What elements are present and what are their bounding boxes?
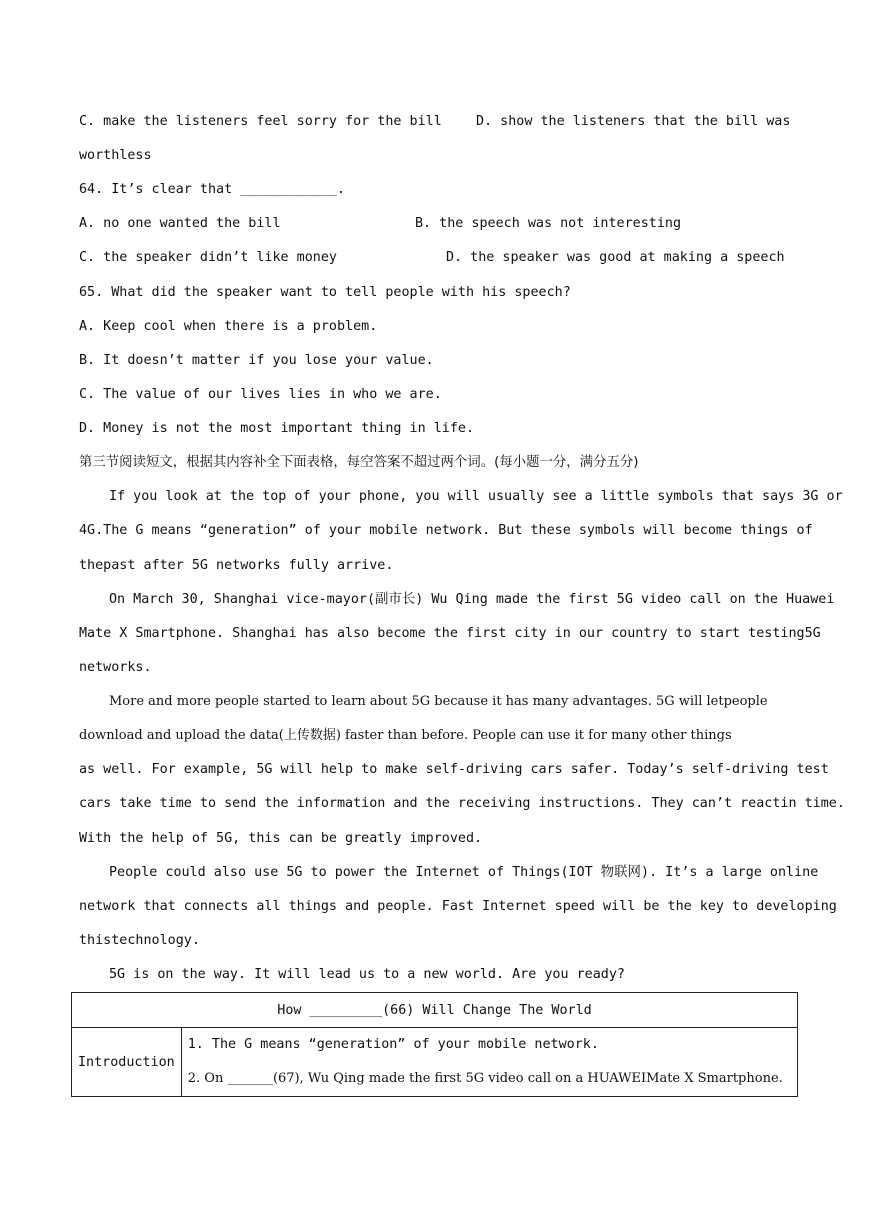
passage-p1-line3: thepast after 5G networks fully arrive. xyxy=(79,558,394,573)
passage-p1-line1: If you look at the top of your phone, you will usually see a little symbols that says 3G or xyxy=(109,489,843,504)
table-item-2: 2. On _______(67), Wu Qing made the first 5G video call on a HUAWEIMate X Smartphone. xyxy=(187,1071,783,1086)
q63-option-c: C. make the listeners feel sorry for the bill xyxy=(79,114,442,129)
table-row-content xyxy=(181,1028,797,1097)
q65-option-a: A. Keep cool when there is a problem. xyxy=(79,319,378,334)
q65-option-d: D. Money is not the most important thing in life. xyxy=(79,421,475,436)
passage-p4-line2: network that connects all things and people. Fast Internet speed will be the key to developing xyxy=(79,899,837,914)
table-title: How _________(66) Will Change The World xyxy=(72,993,798,1028)
passage-p3-line5: With the help of 5G, this can be greatly improved. xyxy=(79,831,483,846)
passage-p2-line3: networks. xyxy=(79,660,152,675)
q64-stem: 64. It’s clear that ____________. xyxy=(79,182,346,197)
q64-option-d: D. the speaker was good at making a speech xyxy=(446,250,785,265)
passage-p2-line1: On March 30, Shanghai vice-mayor(副市长) Wu Qing made the first 5G video call on the Huawei xyxy=(109,592,835,607)
q64-option-b: B. the speech was not interesting xyxy=(415,216,682,231)
q65-option-b: B. It doesn’t matter if you lose your value. xyxy=(79,353,434,368)
q65-stem: 65. What did the speaker want to tell people with his speech? xyxy=(79,285,571,300)
q64-option-c: C. the speaker didn’t like money xyxy=(79,250,337,265)
passage-p2-line2: Mate X Smartphone. Shanghai has also become the first city in our country to start testing5G xyxy=(79,626,821,641)
passage-p4-line3: thistechnology. xyxy=(79,933,200,948)
passage-p3-line4: cars take time to send the information and the receiving instructions. They can’t reactin time. xyxy=(79,796,845,811)
passage-p1-line2: 4G.The G means “generation” of your mobile network. But these symbols will become things of xyxy=(79,523,813,538)
table-item-1: 1. The G means “generation” of your mobile network. xyxy=(187,1037,599,1052)
q63-option-d: D. show the listeners that the bill was xyxy=(476,114,791,129)
section-3-heading: 第三节阅读短文，根据其内容补全下面表格，每空答案不超过两个词。(每小题一分，满分五分) xyxy=(79,455,639,470)
table-row-label: Introduction xyxy=(72,1028,182,1097)
q63-option-d-continued: worthless xyxy=(79,148,152,163)
passage-p3-line1: More and more people started to learn about 5G because it has many advantages. 5G will letpeople xyxy=(109,694,768,709)
answer-table xyxy=(71,992,798,1097)
passage-p5-line1: 5G is on the way. It will lead us to a new world. Are you ready? xyxy=(109,967,625,982)
passage-p4-line1: People could also use 5G to power the Internet of Things(IOT 物联网). It’s a large online xyxy=(109,865,819,880)
passage-p3-line2: download and upload the data(上传数据) faster than before. People can use it for many other things xyxy=(79,728,732,743)
q65-option-c: C. The value of our lives lies in who we are. xyxy=(79,387,442,402)
q64-option-a: A. no one wanted the bill xyxy=(79,216,281,231)
passage-p3-line3: as well. For example, 5G will help to make self-driving cars safer. Today’s self-driving test xyxy=(79,762,829,777)
